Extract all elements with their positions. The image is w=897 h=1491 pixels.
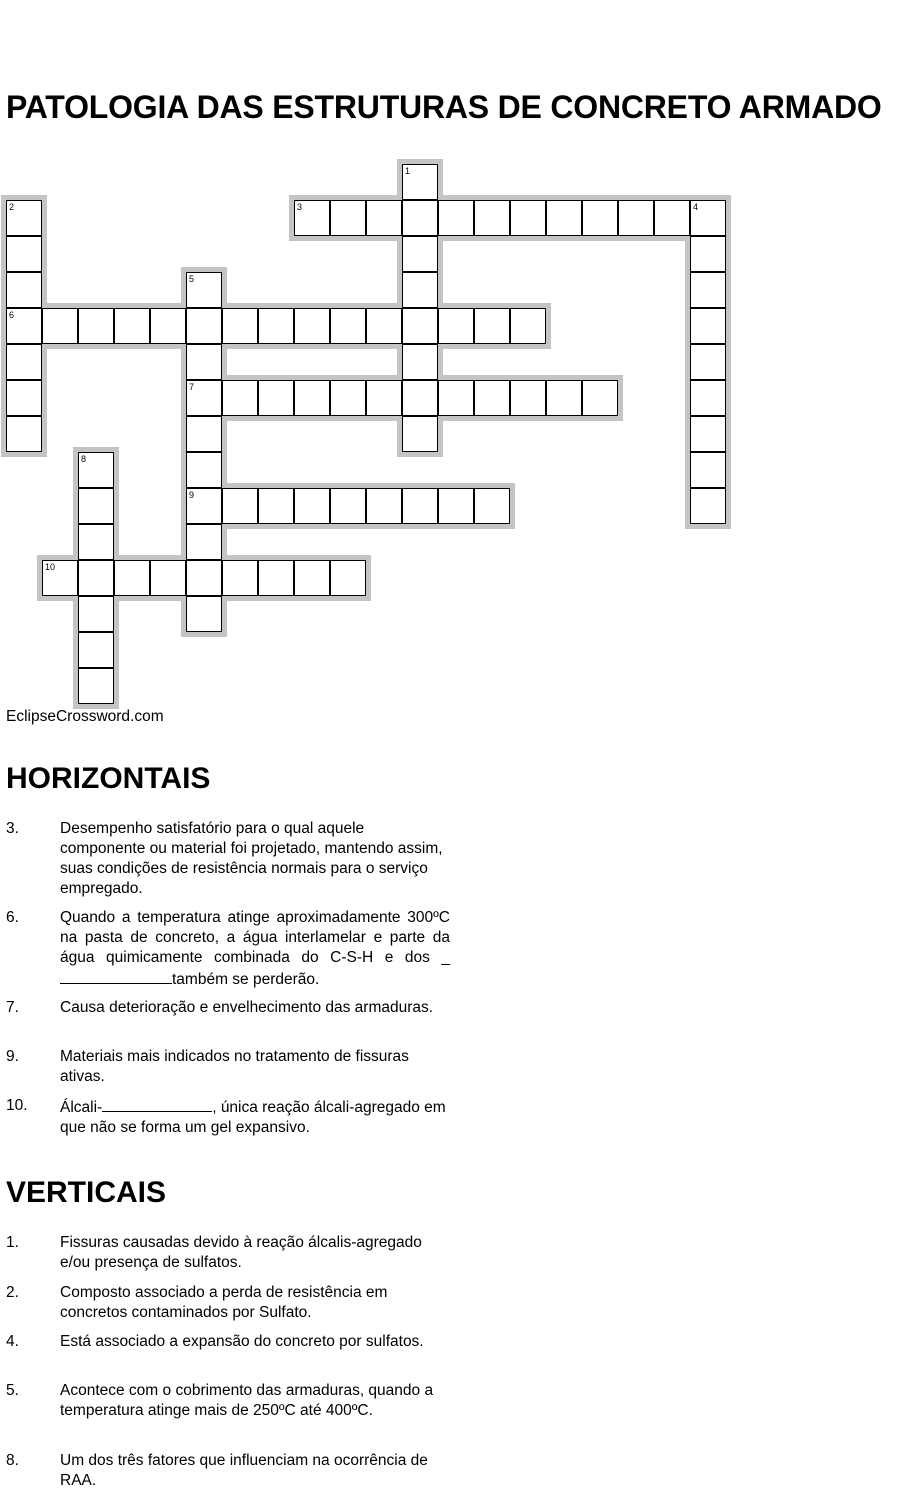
grid-cell[interactable]: [402, 236, 438, 272]
grid-cell[interactable]: [366, 308, 402, 344]
grid-cell[interactable]: [294, 380, 330, 416]
grid-cell[interactable]: [402, 272, 438, 308]
cell-number: 9: [189, 490, 195, 500]
grid-cell[interactable]: [78, 524, 114, 560]
grid-cell[interactable]: [114, 560, 150, 596]
cell-number: 8: [81, 454, 87, 464]
grid-cell[interactable]: [258, 380, 294, 416]
grid-cell[interactable]: [402, 200, 438, 236]
grid-cell[interactable]: [186, 560, 222, 596]
clue-number: 9.: [6, 1048, 19, 1065]
clue-number: 10.: [6, 1097, 28, 1114]
grid-cell[interactable]: [186, 308, 222, 344]
grid-cell[interactable]: [78, 452, 114, 488]
grid-cell[interactable]: [114, 308, 150, 344]
clue-number: 2.: [6, 1284, 19, 1301]
grid-cell[interactable]: [690, 380, 726, 416]
puzzle-title: PATOLOGIA DAS ESTRUTURAS DE CONCRETO ARMADO: [6, 89, 882, 125]
clue-text-before: Álcali-: [60, 1099, 103, 1116]
grid-cell[interactable]: [546, 380, 582, 416]
grid-cell[interactable]: [402, 308, 438, 344]
grid-cell[interactable]: [690, 452, 726, 488]
grid-cell[interactable]: [654, 200, 690, 236]
grid-cell[interactable]: [186, 596, 222, 632]
grid-cell[interactable]: [186, 272, 222, 308]
grid-cell[interactable]: [582, 380, 618, 416]
clue-number: 1.: [6, 1234, 19, 1251]
grid-cell[interactable]: [690, 416, 726, 452]
grid-cell[interactable]: [510, 380, 546, 416]
grid-cell[interactable]: [42, 560, 78, 596]
grid-cell[interactable]: [366, 200, 402, 236]
grid-cell[interactable]: [258, 308, 294, 344]
clue-text: Está associado a expansão do concreto por sulfatos.: [60, 1333, 424, 1350]
cell-number: 7: [189, 382, 195, 392]
grid-cell[interactable]: [474, 200, 510, 236]
grid-cell[interactable]: [258, 488, 294, 524]
grid-cell[interactable]: [330, 560, 366, 596]
grid-cell[interactable]: [150, 308, 186, 344]
clue-number: 5.: [6, 1382, 19, 1399]
grid-cell[interactable]: [222, 560, 258, 596]
clue-text: [60, 908, 450, 990]
grid-cell[interactable]: [690, 344, 726, 380]
grid-cell[interactable]: [330, 308, 366, 344]
grid-cell[interactable]: [330, 488, 366, 524]
grid-cell[interactable]: [6, 380, 42, 416]
across-heading: HORIZONTAIS: [6, 762, 211, 795]
answer-blank: [60, 968, 172, 984]
grid-cell[interactable]: [330, 200, 366, 236]
credit-text: EclipseCrossword.com: [6, 708, 164, 725]
grid-cell[interactable]: [186, 488, 222, 524]
clue-text: Causa deterioração e envelhecimento das armaduras.: [60, 999, 434, 1016]
crossword-grid: [0, 0, 897, 720]
cell-number: 4: [693, 202, 699, 212]
cell-number: 2: [9, 202, 15, 212]
grid-cell[interactable]: [510, 200, 546, 236]
clue-text: [60, 1096, 450, 1138]
grid-cell[interactable]: [402, 164, 438, 200]
down-heading: VERTICAIS: [6, 1176, 167, 1209]
grid-cell[interactable]: [6, 308, 42, 344]
grid-cell[interactable]: [150, 560, 186, 596]
grid-cell[interactable]: [474, 308, 510, 344]
clue-number: 7.: [6, 999, 19, 1016]
grid-cell[interactable]: [186, 344, 222, 380]
grid-cell[interactable]: [294, 308, 330, 344]
grid-cell[interactable]: [402, 416, 438, 452]
grid-cell[interactable]: [42, 308, 78, 344]
grid-cell[interactable]: [222, 308, 258, 344]
clue-text-after: , única reação álcali-agregado em que não se forma um gel expansivo.: [60, 1099, 446, 1136]
clue-number: 3.: [6, 820, 19, 837]
grid-cell[interactable]: [510, 308, 546, 344]
grid-cell[interactable]: [582, 200, 618, 236]
grid-cell[interactable]: [546, 200, 582, 236]
grid-cell[interactable]: [6, 200, 42, 236]
cell-number: 6: [9, 310, 15, 320]
grid-cell[interactable]: [78, 632, 114, 668]
grid-cell[interactable]: [6, 272, 42, 308]
grid-cell[interactable]: [6, 416, 42, 452]
grid-cell[interactable]: [6, 236, 42, 272]
grid-cell[interactable]: [294, 560, 330, 596]
clue-text: Desempenho satisfatório para o qual aquele componente ou material foi projetado, mantendo assim, suas condições de resistência normais para o serviço empregado.: [60, 820, 443, 897]
cell-number: 3: [297, 202, 303, 212]
grid-cell[interactable]: [402, 488, 438, 524]
grid-cell[interactable]: [474, 488, 510, 524]
cell-number: 1: [405, 166, 411, 176]
grid-cell[interactable]: [690, 272, 726, 308]
clue-number: 8.: [6, 1452, 19, 1469]
grid-cell[interactable]: [78, 668, 114, 704]
grid-cell[interactable]: [186, 524, 222, 560]
grid-cell[interactable]: [186, 452, 222, 488]
grid-cell[interactable]: [78, 560, 114, 596]
grid-cell[interactable]: [186, 380, 222, 416]
grid-cell[interactable]: [186, 416, 222, 452]
clue-text: Composto associado a perda de resistência em concretos contaminados por Sulfato.: [60, 1284, 388, 1321]
grid-cell[interactable]: [294, 200, 330, 236]
grid-cell[interactable]: [402, 380, 438, 416]
clue-text: Um dos três fatores que influenciam na ocorrência de RAA.: [60, 1452, 428, 1489]
clue-text-after: também se perderão.: [172, 971, 320, 988]
grid-cell[interactable]: [222, 380, 258, 416]
grid-cell[interactable]: [438, 200, 474, 236]
grid-cell[interactable]: [690, 488, 726, 524]
grid-cell[interactable]: [258, 560, 294, 596]
answer-blank: [102, 1096, 212, 1112]
grid-cell[interactable]: [78, 488, 114, 524]
clue-number: 6.: [6, 909, 19, 926]
clue-text: Acontece com o cobrimento das armaduras, quando a temperatura atinge mais de 250ºC até 400ºC.: [60, 1382, 434, 1419]
grid-cell[interactable]: [438, 488, 474, 524]
grid-cell[interactable]: [6, 344, 42, 380]
grid-cell[interactable]: [78, 308, 114, 344]
grid-cell[interactable]: [366, 380, 402, 416]
grid-cell[interactable]: [690, 308, 726, 344]
grid-cell[interactable]: [690, 236, 726, 272]
grid-cell[interactable]: [474, 380, 510, 416]
cell-number: 5: [189, 274, 195, 284]
grid-cell[interactable]: [222, 488, 258, 524]
grid-cell[interactable]: [366, 488, 402, 524]
grid-cell[interactable]: [690, 200, 726, 236]
grid-cell[interactable]: [330, 380, 366, 416]
cell-number: 10: [45, 562, 56, 572]
clue-text-before: Quando a temperatura atinge aproximadamente 300ºC na pasta de concreto, a água interlamelar e parte da água quimicamente combinada do C-S-H e dos _: [60, 909, 450, 966]
grid-cell[interactable]: [618, 200, 654, 236]
grid-cell[interactable]: [294, 488, 330, 524]
grid-cell[interactable]: [438, 380, 474, 416]
grid-cell[interactable]: [438, 308, 474, 344]
clue-text: Fissuras causadas devido à reação álcalis-agregado e/ou presença de sulfatos.: [60, 1234, 422, 1271]
clue-text: Materiais mais indicados no tratamento de fissuras ativas.: [60, 1048, 409, 1085]
clue-number: 4.: [6, 1333, 19, 1350]
grid-cell[interactable]: [402, 344, 438, 380]
grid-cell[interactable]: [78, 596, 114, 632]
